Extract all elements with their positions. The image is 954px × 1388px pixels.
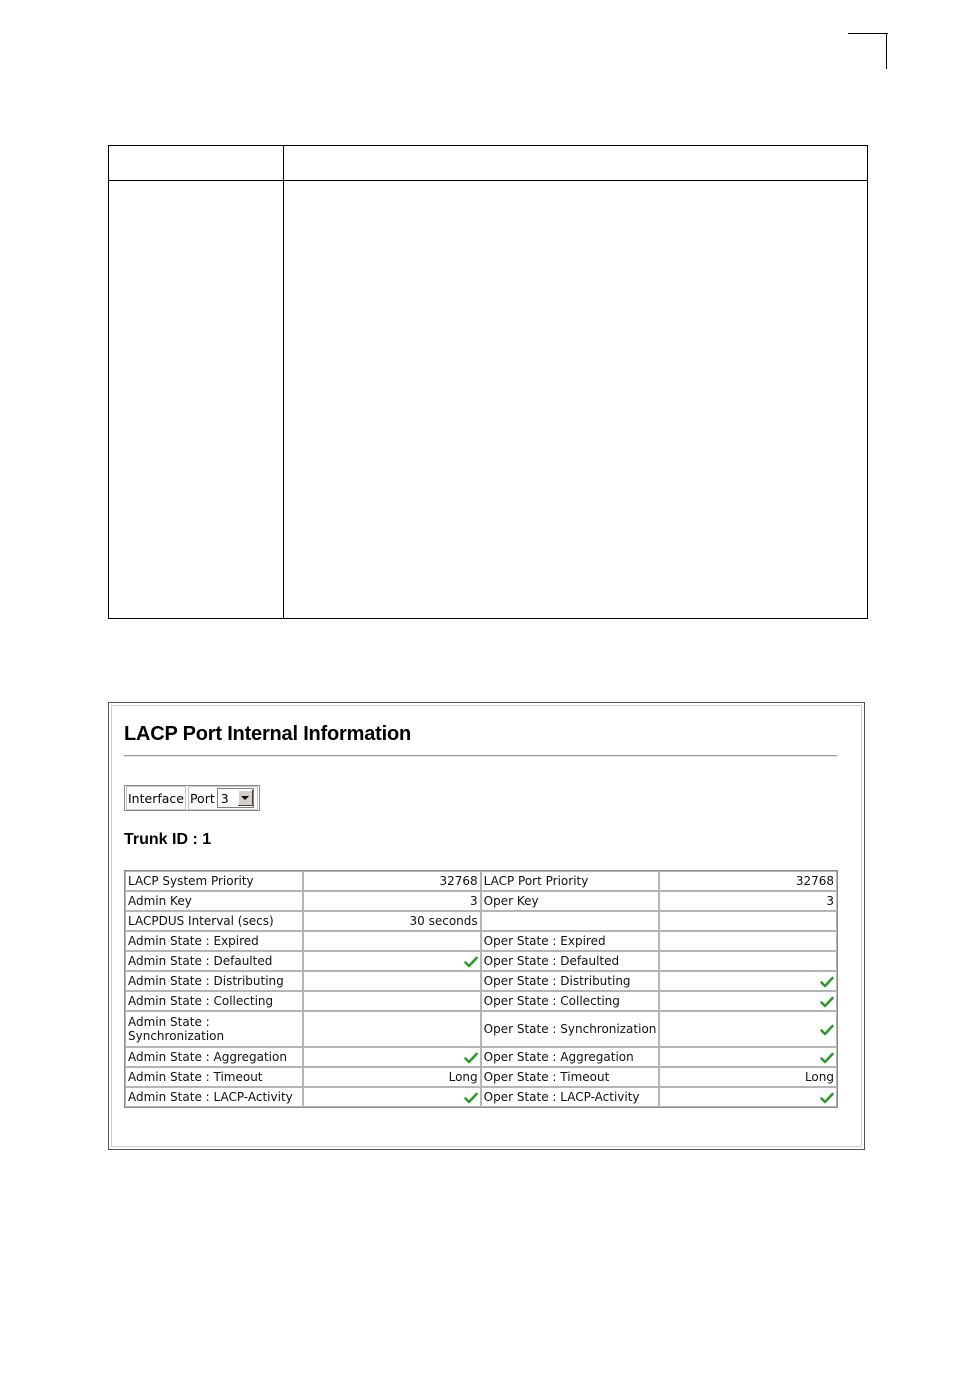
row-label — [125, 1011, 303, 1047]
port-label: Port — [189, 790, 215, 806]
port-select-value: 3 — [220, 790, 229, 806]
row-value — [303, 1087, 481, 1107]
row-value — [303, 931, 481, 951]
row-label-text: Oper Key — [483, 894, 539, 908]
row-value-text: 3 — [470, 894, 478, 908]
row-value — [659, 971, 837, 991]
row-label-text: LACP Port Priority — [483, 874, 589, 888]
dropdown-arrow-icon[interactable] — [237, 790, 253, 806]
table-row — [125, 951, 837, 971]
row-value-text: Long — [448, 1070, 478, 1084]
document-table — [108, 145, 868, 619]
lacp-info-table — [124, 870, 838, 1108]
row-label — [125, 891, 303, 911]
table-row — [125, 971, 837, 991]
row-label-text: Admin State : Aggregation — [128, 1050, 287, 1064]
row-label — [481, 1087, 660, 1107]
port-cell — [188, 786, 258, 810]
screenshot-frame — [108, 702, 865, 1150]
row-value-text: 30 seconds — [409, 914, 478, 928]
row-label — [481, 891, 660, 911]
row-label-text: Admin State : Timeout — [128, 1070, 263, 1084]
row-value — [659, 1047, 837, 1067]
row-value — [303, 991, 481, 1011]
row-value — [303, 911, 481, 931]
screenshot-inner — [111, 705, 862, 1147]
interface-label: Interface — [126, 786, 186, 810]
checkmark-icon — [820, 1024, 834, 1036]
table-row — [125, 871, 837, 891]
row-label — [125, 1087, 303, 1107]
row-value — [303, 871, 481, 891]
document-table-header — [109, 146, 867, 181]
row-label — [481, 971, 660, 991]
row-label — [125, 931, 303, 951]
checkmark-icon — [464, 1092, 478, 1104]
row-value — [659, 951, 837, 971]
row-label-text: Oper State : Timeout — [483, 1070, 610, 1084]
crop-mark-vertical — [886, 33, 887, 69]
table-row — [125, 891, 837, 911]
row-label — [481, 991, 660, 1011]
row-label — [481, 1011, 660, 1047]
row-value — [303, 1011, 481, 1047]
checkmark-icon — [820, 1052, 834, 1064]
row-label-text: Oper State : Collecting — [483, 994, 620, 1008]
table-row — [125, 911, 837, 931]
row-label-text: Oper State : Aggregation — [483, 1050, 634, 1064]
table-row — [125, 1011, 837, 1047]
row-value — [659, 1087, 837, 1107]
row-label — [481, 871, 660, 891]
row-label-text: Oper State : Distributing — [483, 974, 631, 988]
title-divider — [124, 755, 837, 757]
checkmark-icon — [464, 1052, 478, 1064]
trunk-id: Trunk ID : 1 — [124, 831, 212, 848]
checkmark-icon — [820, 1092, 834, 1104]
row-label-text: Admin Key — [128, 894, 192, 908]
table-row — [125, 1087, 837, 1107]
row-label — [125, 951, 303, 971]
port-select[interactable] — [217, 788, 254, 808]
table-row — [125, 991, 837, 1011]
row-value — [659, 871, 837, 891]
row-value — [659, 911, 837, 931]
table-row — [125, 931, 837, 951]
row-value-text: 32768 — [439, 874, 478, 888]
crop-mark-horizontal — [848, 33, 888, 34]
row-value — [303, 971, 481, 991]
row-value — [303, 1067, 481, 1087]
row-value — [659, 931, 837, 951]
row-value-text: 32768 — [795, 874, 834, 888]
row-label — [125, 971, 303, 991]
row-label — [125, 1047, 303, 1067]
row-label-text: Admin State : Collecting — [128, 994, 274, 1008]
row-label-text: Oper State : Synchronization — [483, 1022, 657, 1036]
row-value-text: Long — [804, 1070, 834, 1084]
row-value — [303, 951, 481, 971]
row-label-text: Admin State : Defaulted — [128, 954, 273, 968]
row-label-text: LACPDUS Interval (secs) — [128, 914, 274, 928]
row-value — [659, 991, 837, 1011]
row-value — [659, 1067, 837, 1087]
row-label-text: Admin State : Expired — [128, 934, 259, 948]
row-label-text: LACP System Priority — [128, 874, 254, 888]
row-label-text: Admin State : LACP-Activity — [128, 1090, 293, 1104]
checkmark-icon — [820, 996, 834, 1008]
row-value-text: 3 — [826, 894, 834, 908]
checkmark-icon — [820, 976, 834, 988]
row-label-text: Oper State : LACP-Activity — [483, 1090, 640, 1104]
row-label — [125, 1067, 303, 1087]
row-label-text: Oper State : Expired — [483, 934, 606, 948]
row-value — [303, 891, 481, 911]
checkmark-icon — [464, 956, 478, 968]
row-label-text: Admin State : Synchronization — [128, 1015, 225, 1043]
row-label — [125, 911, 303, 931]
row-label — [481, 911, 660, 931]
row-label-text: Oper State : Defaulted — [483, 954, 620, 968]
table-row — [125, 1047, 837, 1067]
interface-selector — [124, 785, 260, 811]
page-title: LACP Port Internal Information — [124, 723, 411, 745]
row-value — [303, 1047, 481, 1067]
table-row — [125, 1067, 837, 1087]
row-label-text: Admin State : Distributing — [128, 974, 284, 988]
row-label — [481, 951, 660, 971]
row-value — [659, 1011, 837, 1047]
document-table-divider — [283, 146, 284, 618]
row-label — [481, 931, 660, 951]
row-value — [659, 891, 837, 911]
row-label — [125, 871, 303, 891]
row-label — [481, 1047, 660, 1067]
row-label — [125, 991, 303, 1011]
row-label — [481, 1067, 660, 1087]
